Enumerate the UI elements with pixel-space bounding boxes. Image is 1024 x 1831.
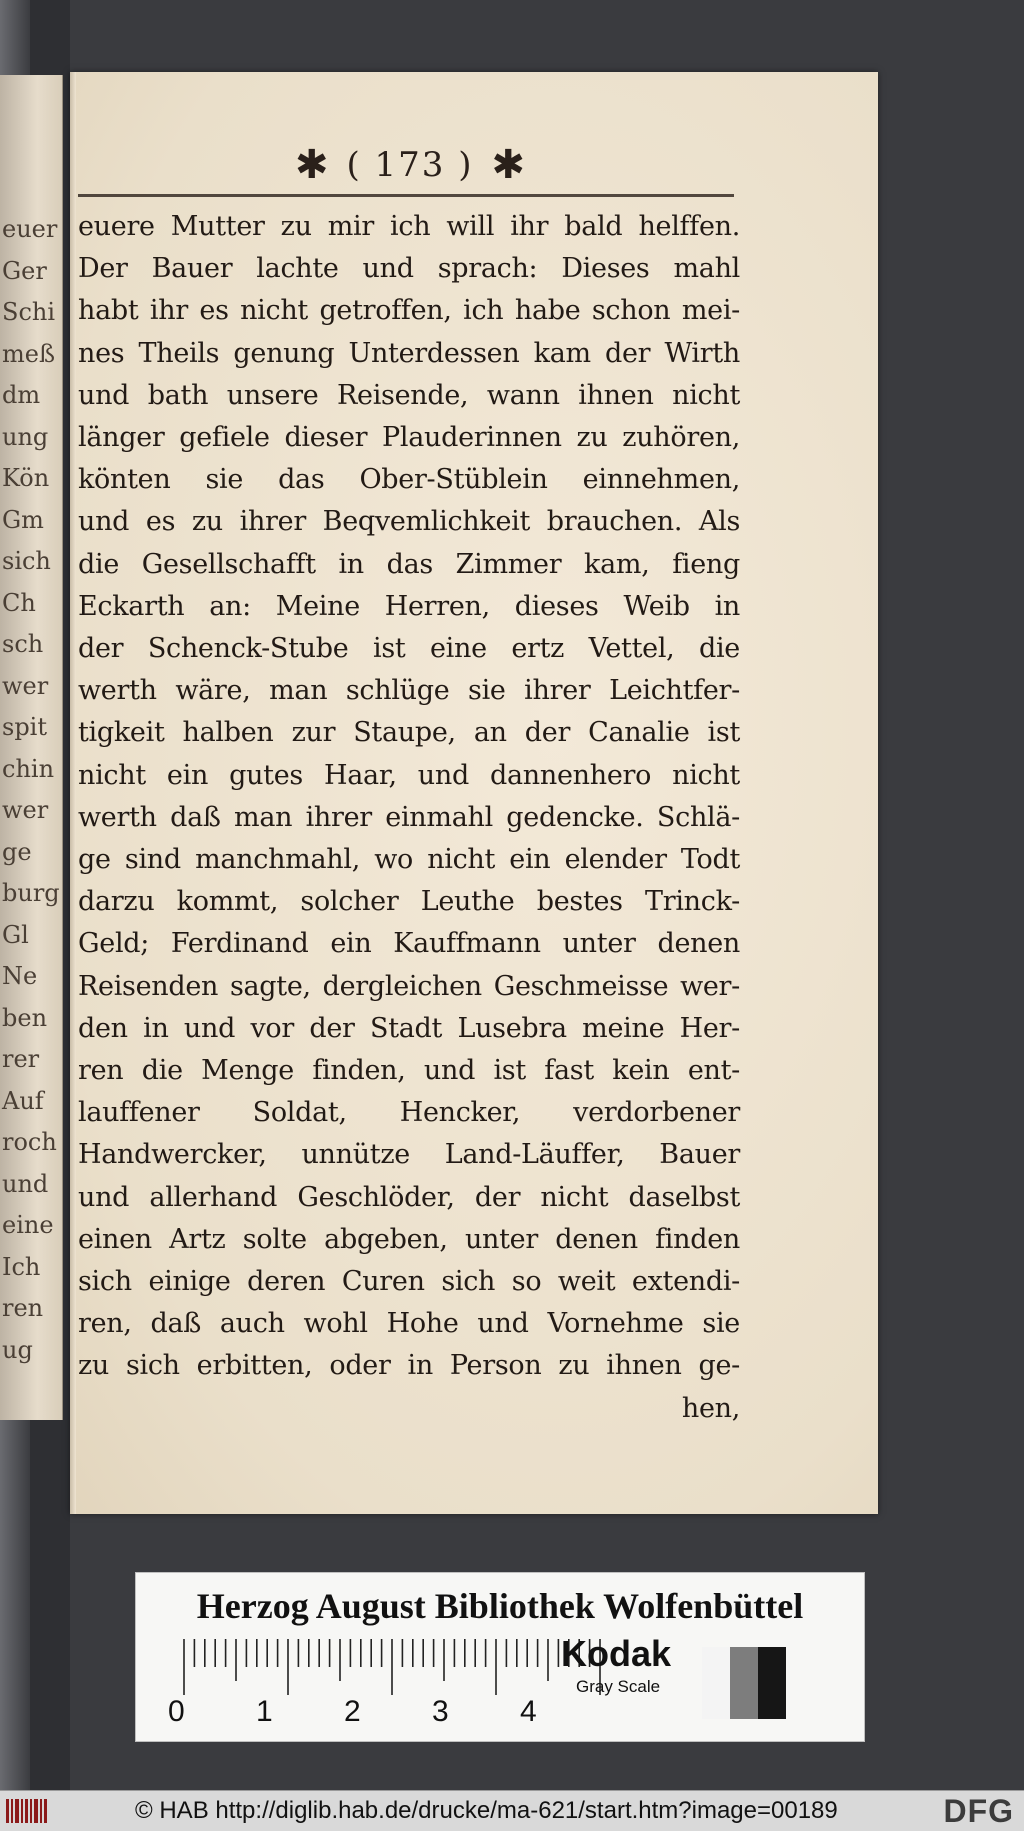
previous-page-fragment <box>0 75 63 1420</box>
text-line: werth daß man ihrer einmahl gedencke. Schlä- <box>78 801 740 833</box>
library-color-card <box>135 1572 865 1742</box>
text-line: und bath unsere Reisende, wann ihnen nicht <box>78 379 740 411</box>
text-line: könten sie das Ober-Stüblein einnehmen, <box>78 464 740 496</box>
text-line: habt ihr es nicht getroffen, ich habe schon mei- <box>78 295 740 327</box>
text-line: ren die Menge finden, und ist fast kein ent- <box>78 1055 740 1086</box>
kodak-brand: Kodak <box>561 1633 672 1674</box>
scale-number: 3 <box>432 1695 449 1728</box>
text-line: euere Mutter zu mir ich will ihr bald helffen. <box>78 211 740 242</box>
page-header <box>210 140 610 190</box>
previous-page-line: rer <box>2 1045 40 1073</box>
previous-page-line: Kön <box>2 464 50 492</box>
text-line: Der Bauer lachte und sprach: Dieses mahl <box>78 253 740 285</box>
text-line: Handwercker, unnütze Land-Läuffer, Bauer <box>78 1139 740 1171</box>
previous-page-line: chin <box>2 754 55 783</box>
previous-page-line: ren <box>2 1294 44 1322</box>
previous-page-line: eine <box>2 1211 54 1239</box>
page-number: ( 173 ) <box>346 145 474 185</box>
header-rule <box>78 194 734 197</box>
previous-page-line: Ich <box>2 1252 41 1281</box>
previous-page-line: meß <box>2 339 55 368</box>
asterisk-ornament-icon: ✱ <box>491 142 526 188</box>
scale-number: 0 <box>168 1695 185 1728</box>
gray-scale-caption: Gray Scale <box>576 1677 661 1696</box>
text-line: tigkeit halben zur Staupe, an der Canalie ist <box>78 717 740 749</box>
text-line: zu sich erbitten, oder in Person zu ihnen ge- <box>78 1350 740 1382</box>
previous-page-line: dm <box>2 381 41 409</box>
previous-page-line: euer <box>2 215 58 243</box>
previous-page-line: Gl <box>2 920 29 949</box>
barcode-icon <box>6 1799 48 1823</box>
dfg-logo: DFG <box>943 1793 1014 1829</box>
previous-page-line: wer <box>2 671 49 700</box>
footer-bar <box>0 1790 1024 1831</box>
library-name: Herzog August Bibliothek Wolfenbüttel <box>196 1586 804 1626</box>
text-line: Reisenden sagte, dergleichen Geschmeisse wer- <box>78 970 740 1002</box>
text-line: darzu kommt, solcher Leuthe bestes Trinck- <box>78 886 740 918</box>
previous-page-line: burg <box>2 879 60 907</box>
scale-number: 1 <box>256 1695 273 1728</box>
text-line: Geld; Ferdinand ein Kauffmann unter denen <box>78 928 740 960</box>
previous-page-line: roch <box>2 1128 57 1156</box>
text-line: den in und vor der Stadt Lusebra meine Her- <box>78 1012 740 1044</box>
text-line: die Gesellschafft in das Zimmer kam, fieng <box>78 548 740 580</box>
previous-page-line: ge <box>2 837 32 866</box>
scale-ruler <box>176 1639 606 1699</box>
text-line: hen, <box>681 1392 740 1424</box>
previous-page-line: Ger <box>2 256 47 285</box>
text-line: und es zu ihrer Beqvemlichkeit brauchen. Als <box>78 506 740 538</box>
scale-number: 2 <box>344 1695 361 1728</box>
gray-swatch <box>758 1647 786 1719</box>
previous-page-line: Auf <box>2 1086 44 1115</box>
text-line: ge sind manchmahl, wo nicht ein elender Todt <box>78 844 740 875</box>
previous-page-line: ung <box>2 422 49 451</box>
previous-page-line: sich <box>2 547 51 575</box>
text-line: der Schenck-Stube ist eine ertz Vettel, die <box>78 633 740 664</box>
previous-page-line: wer <box>2 796 49 824</box>
previous-page-line: Gm <box>2 505 44 534</box>
scale-number: 4 <box>520 1695 537 1728</box>
text-line: sich einige deren Curen sich so weit extendi- <box>78 1266 740 1297</box>
text-line: werth wäre, man schlüge sie ihrer Leichtfer- <box>78 675 740 707</box>
text-line: nicht ein gutes Haar, und dannenhero nicht <box>78 759 740 791</box>
asterisk-ornament-icon: ✱ <box>294 142 329 188</box>
text-line: Eckarth an: Meine Herren, dieses Weib in <box>78 590 740 622</box>
gray-swatch <box>702 1647 730 1719</box>
text-line: länger gefiele dieser Plauderinnen zu zuhören, <box>78 422 740 453</box>
previous-page-line: Ch <box>2 588 36 617</box>
scale-numbers <box>168 1695 638 1729</box>
page-gutter-shadow <box>70 72 76 1514</box>
copyright-link[interactable]: © HAB http://diglib.hab.de/drucke/ma-621/start.htm?image=00189 <box>135 1797 838 1824</box>
text-line: und allerhand Geschlöder, der nicht daselbst <box>78 1181 740 1213</box>
previous-page-line: Ne <box>2 962 38 990</box>
gray-swatch <box>730 1647 758 1719</box>
text-line: ren, daß auch wohl Hohe und Vornehme sie <box>78 1308 740 1340</box>
text-line: einen Artz solte abgeben, unter denen finden <box>78 1223 740 1255</box>
previous-page-line: sch <box>2 630 44 658</box>
previous-page-line: spit <box>2 713 47 741</box>
previous-page-line: und <box>2 1169 49 1198</box>
previous-page-line: Schi <box>2 298 56 326</box>
text-line: nes Theils genung Unterdessen kam der Wirth <box>78 337 740 369</box>
previous-page-line: ug <box>2 1335 33 1364</box>
previous-page-line: ben <box>2 1003 48 1032</box>
text-line: lauffener Soldat, Hencker, verdorbener <box>78 1097 740 1129</box>
